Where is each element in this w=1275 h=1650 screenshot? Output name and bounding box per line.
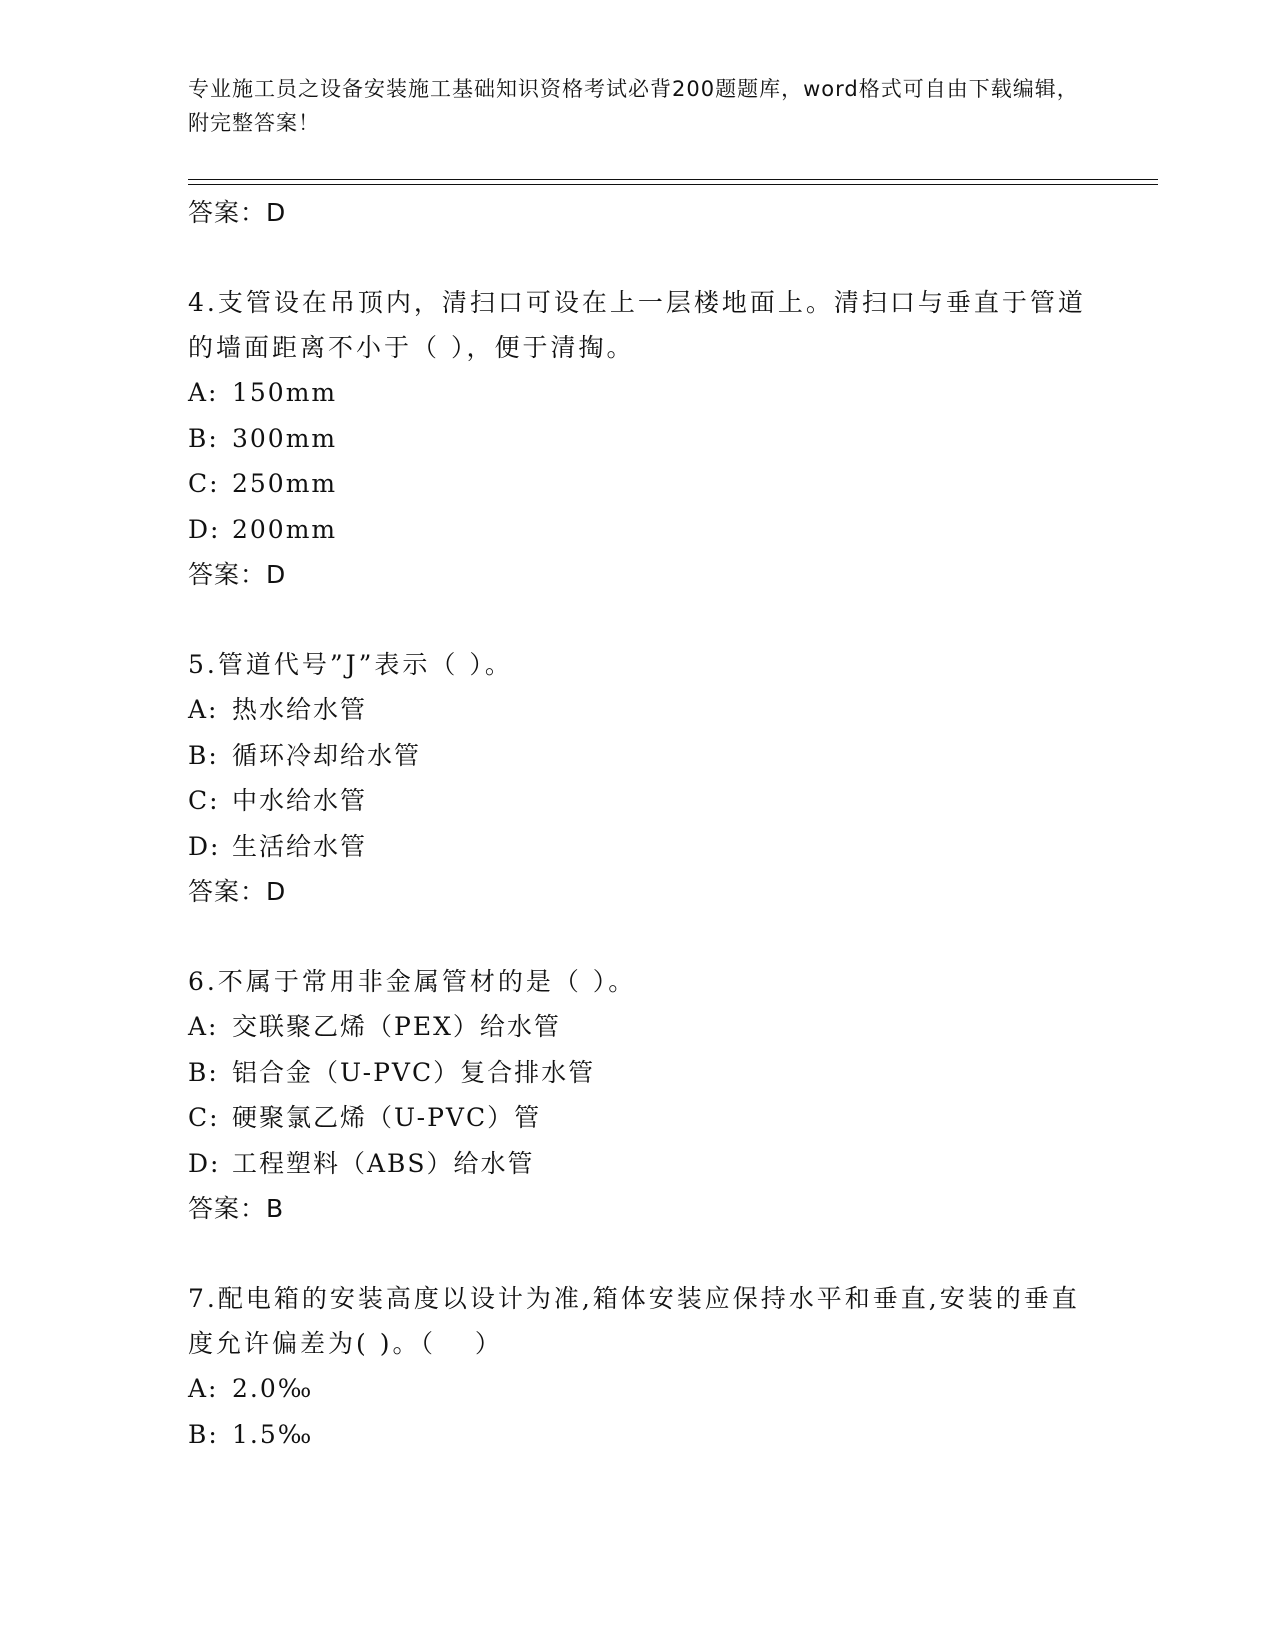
option-text: 200mm: [232, 514, 338, 544]
option-d: [188, 824, 1088, 870]
document-header: 专业施工员之设备安装施工基础知识资格考试必背200题题库，word格式可自由下载编辑，附完整答案！: [188, 77, 1079, 135]
option-text: 热水给水管: [232, 695, 368, 724]
option-text: 循环冷却给水管: [232, 740, 422, 770]
option-key: A:: [188, 1374, 219, 1403]
answer-line: 答案：D: [188, 877, 287, 906]
question-item: [188, 280, 1088, 598]
question-text: 7.配电箱的安装高度以设计为准,箱体安装应保持水平和垂直,安装的垂直度允许偏差为( )。（ ）: [188, 1284, 1080, 1358]
question-text: 5.管道代号”J”表示（ ）。: [188, 650, 513, 679]
option-b: [188, 416, 1088, 462]
question-text: 6.不属于常用非金属管材的是（ ）。: [188, 967, 637, 996]
option-b: [188, 733, 1088, 779]
option-key: A:: [188, 378, 219, 407]
question-item: [188, 959, 1088, 1232]
option-text: 250mm: [232, 469, 338, 498]
option-b: [188, 1050, 1088, 1096]
option-key: B:: [188, 740, 219, 770]
option-text: 生活给水管: [232, 831, 368, 861]
option-a: [188, 1366, 1088, 1412]
option-text: 硬聚氯乙烯（U-PVC）管: [232, 1103, 542, 1132]
option-text: 中水给水管: [232, 786, 368, 815]
option-key: D:: [188, 831, 221, 861]
option-key: A:: [188, 1012, 219, 1041]
option-text: 300mm: [232, 423, 338, 453]
option-a: [188, 1004, 1088, 1050]
option-key: B:: [188, 1419, 219, 1449]
option-a: [188, 370, 1088, 416]
option-c: [188, 461, 1088, 507]
option-b: [188, 1412, 1088, 1458]
header-divider-top: [188, 179, 1158, 180]
option-text: 150mm: [232, 378, 338, 407]
option-text: 铝合金（U-PVC）复合排水管: [232, 1057, 596, 1087]
question-text: 4.支管设在吊顶内，清扫口可设在上一层楼地面上。清扫口与垂直于管道的墙面距离不小于（ ），便于清掏。: [188, 288, 1086, 362]
question-item: [188, 642, 1088, 915]
option-key: D:: [188, 1148, 221, 1178]
question-item: [188, 1276, 1088, 1457]
header-divider-bottom: [188, 184, 1158, 185]
answer-line: 答案：D: [188, 198, 287, 227]
option-text: 交联聚乙烯（PEX）给水管: [232, 1012, 561, 1041]
option-d: [188, 507, 1088, 553]
option-key: D:: [188, 514, 221, 544]
option-text: 2.0‰: [232, 1374, 314, 1403]
option-c: [188, 1095, 1088, 1141]
option-key: C:: [188, 786, 220, 815]
option-text: 1.5‰: [232, 1419, 314, 1449]
option-key: C:: [188, 1103, 220, 1132]
option-key: A:: [188, 695, 219, 724]
option-c: [188, 778, 1088, 824]
option-a: [188, 687, 1088, 733]
option-d: [188, 1141, 1088, 1187]
option-key: B:: [188, 1057, 219, 1087]
question-list: [188, 190, 1088, 1457]
option-key: C:: [188, 469, 220, 498]
option-text: 工程塑料（ABS）给水管: [232, 1148, 535, 1178]
option-key: B:: [188, 423, 219, 453]
answer-line: 答案：B: [188, 1194, 285, 1223]
answer-line: 答案：D: [188, 560, 287, 589]
